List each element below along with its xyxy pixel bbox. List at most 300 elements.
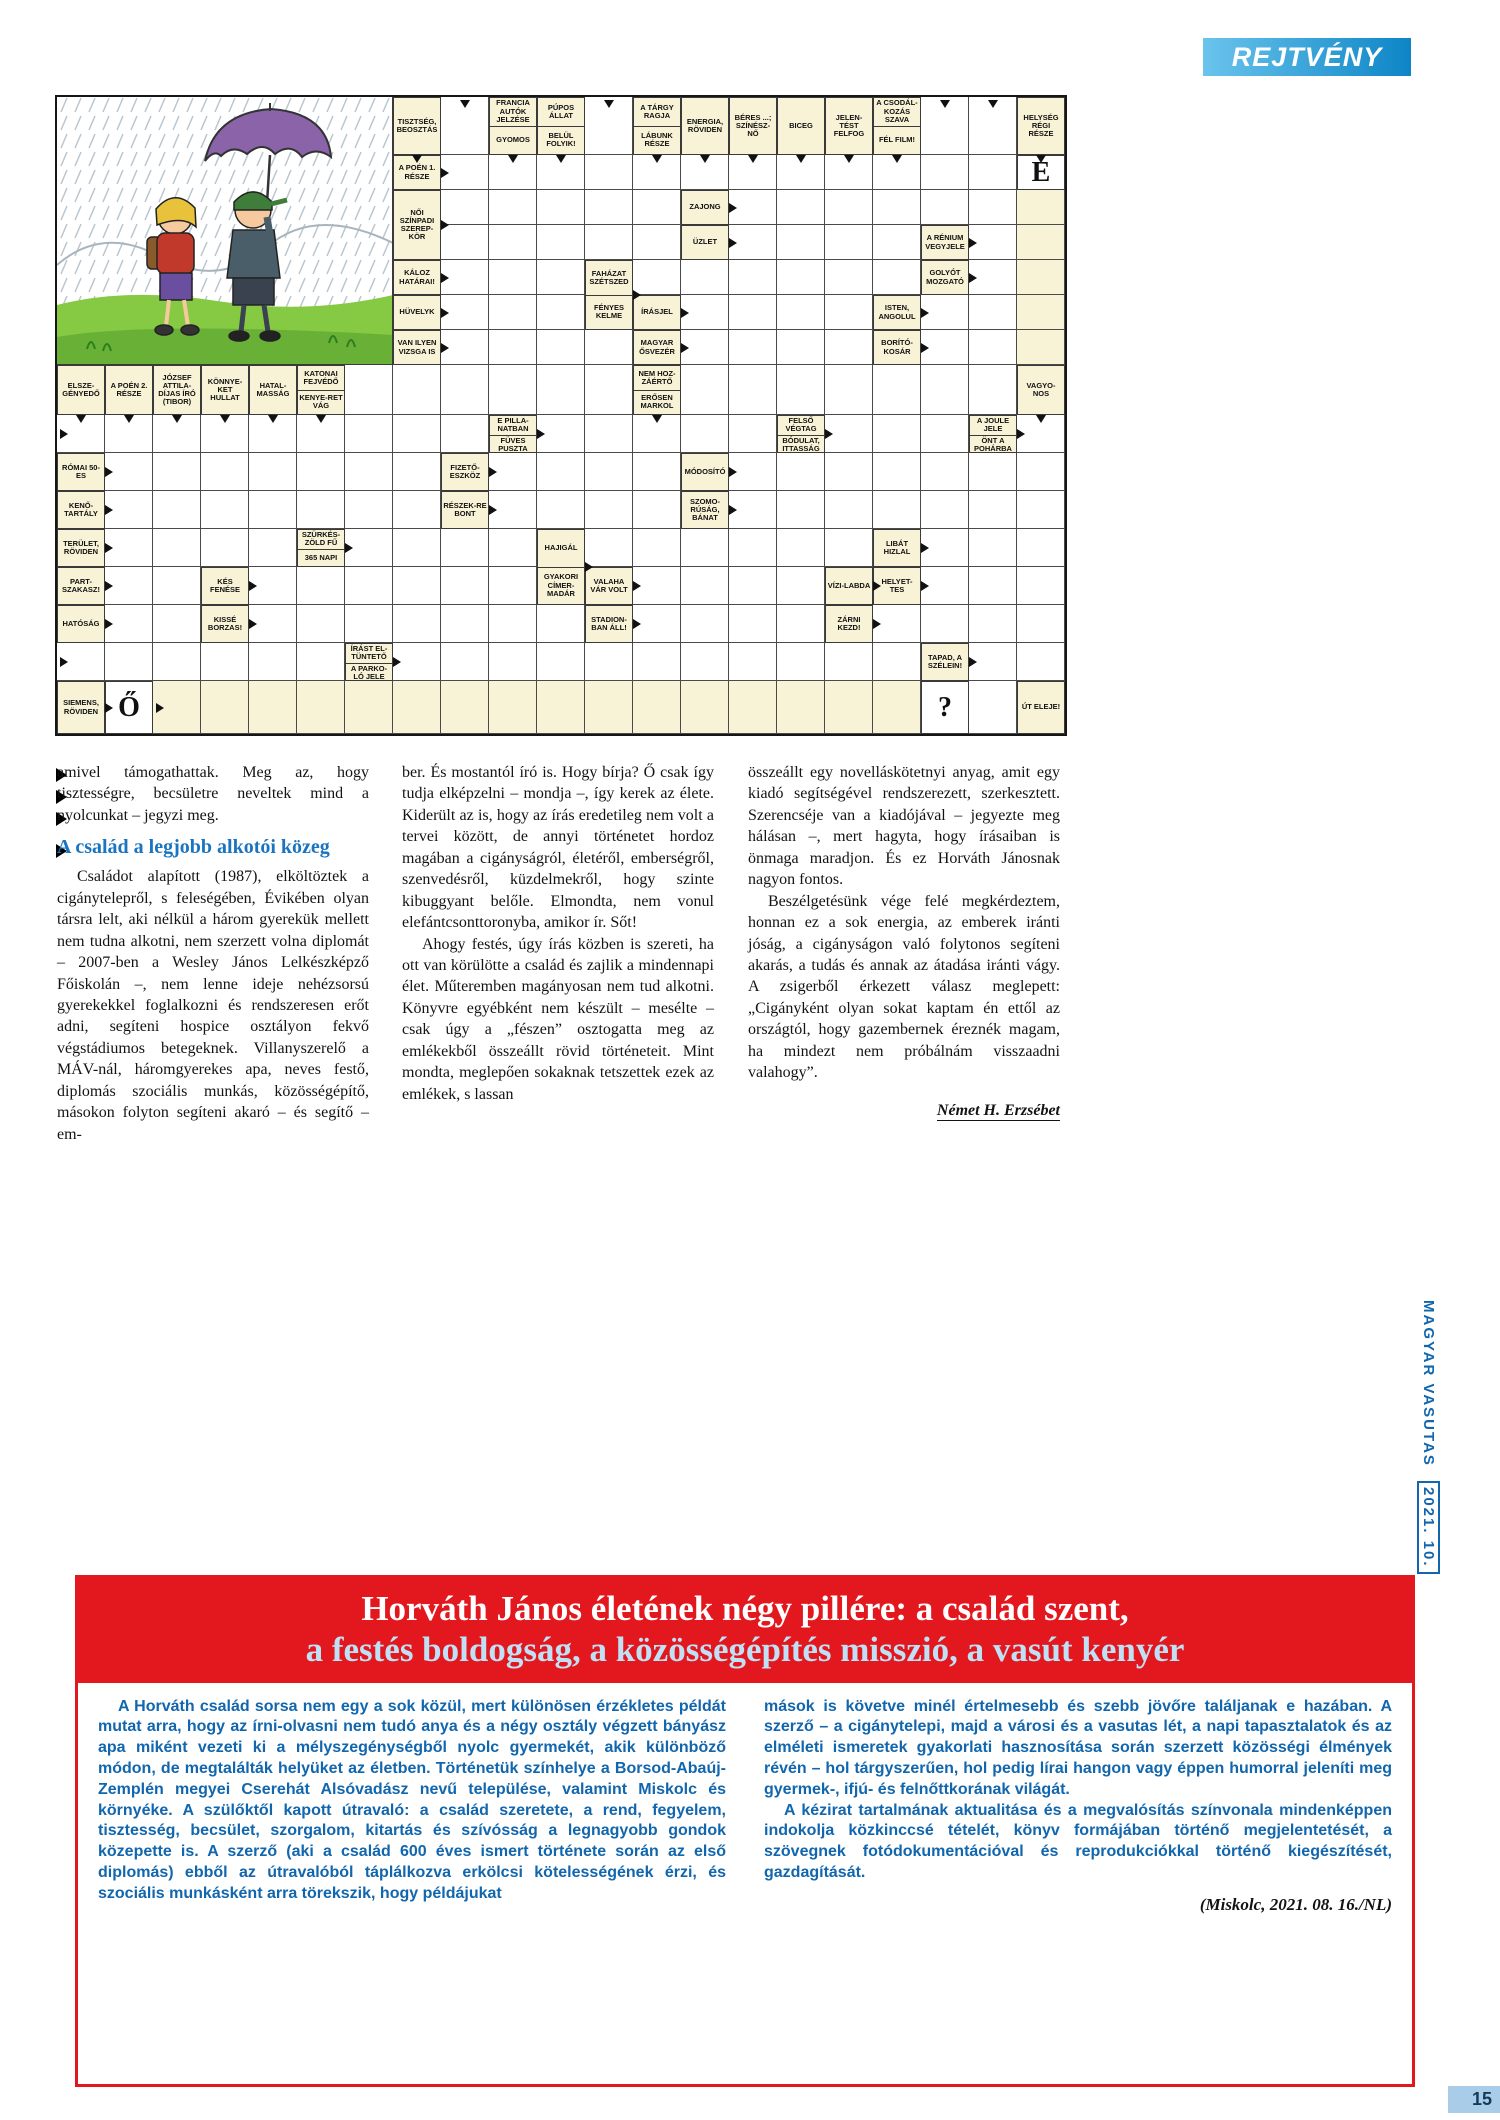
article-paragraph: Ahogy festés, úgy írás közben is szereti, ha ott van körülötte a család és zajlik a mindennapi élet. Műteremben magányosan nem tud alkotni. Könyvre egyébként nem készült – mesélte – csak úgy a „fészen” osztogatta meg az emlékekből összeállt rövid történeteit. Mint mondta, meglepően sokaknak tetszettek ezek az emlékek, s lassan: [402, 935, 714, 1103]
crossword-cell[interactable]: [585, 365, 633, 415]
crossword-clue-cell: [633, 295, 681, 330]
review-paragraph: mások is követve minél értelmesebb és szebb jövőre találjanak e hazában. A szerző – a cigánytelepi, majd a városi és a vasutas lét, a napi tapasztalatok és az elméleti ismeretek gyakorlati hasznosítása során szerzett közösségi élmények révén – hol tárgyszerűen, hol pedig lírai hangon vagy éppen humorral jeleníti meg gyermek-, ifjú- és felnőttkorának világát.: [764, 1697, 1392, 1798]
crossword-cell[interactable]: [969, 681, 1017, 734]
arrow-icon: [556, 155, 566, 163]
crossword-clue-cell: [393, 190, 441, 260]
crossword-cell[interactable]: [201, 491, 249, 529]
crossword-cell[interactable]: [441, 681, 489, 734]
crossword-cell[interactable]: [873, 190, 921, 225]
arrow-icon: [921, 581, 929, 591]
review-dateline: (Miskolc, 2021. 08. 16./NL): [1199, 1894, 1392, 1914]
arrow-icon: [700, 155, 710, 163]
review-paragraph: A Horváth család sorsa nem egy a sok közül, mert különösen érzékletes példát mutat arra, hogy az írni-olvasni nem tudó anya és a négy osztály végzett bányász apa miként vezeti ki a mélyszegénységből nyolc gyermekét, akik különböző módon, de megtalálták helyüket az életben. Történetük színhelye a Borsod-Abaúj-Zemplén megyei Cserehát Alsóvadász nevű települése, valamint Miskolc és környéke. A szülőktől kapott útravaló: a család szeretete, a rend, fegyelem, tisztesség, becsület, szorgalom, kitartás és szívósság a legnagyobb gondok közepette is. A szerző (aki a család 600 éves ismert története során az első diplomás) ebből az útravalóból táplálkozva erkölcsi kötelességének érzi, és szociális munkásként arra törekszik, hogy példájukat: [98, 1697, 726, 1902]
crossword-cell[interactable]: [1017, 295, 1065, 330]
crossword-cell[interactable]: [297, 605, 345, 643]
article-column-1: [57, 762, 369, 1145]
crossword-clue-cell: [585, 567, 633, 605]
crossword-clue-text: FELSŐ VÉGTAG: [785, 416, 817, 434]
crossword-cell[interactable]: [633, 529, 681, 567]
crossword-cell[interactable]: [873, 643, 921, 681]
arrow-icon: [604, 100, 614, 108]
crossword-clue-text: FIZETŐ-ESZKÖZ: [449, 462, 481, 480]
crossword-clue-cell: [633, 365, 681, 415]
crossword-cell[interactable]: [1017, 330, 1065, 365]
crossword-clue-text: JÓZSEF ATTILA-DÍJAS ÍRÓ (TIBOR): [158, 372, 196, 407]
crossword-cell[interactable]: [393, 567, 441, 605]
arrow-icon: [892, 155, 902, 163]
crossword-cell[interactable]: [537, 643, 585, 681]
crossword-clue-text: FAHÁZAT SZÉTSZED: [589, 268, 629, 286]
crossword-clue-cell: [681, 97, 729, 155]
crossword-cell[interactable]: [777, 190, 825, 225]
crossword-cell[interactable]: [729, 529, 777, 567]
crossword-cell[interactable]: [441, 643, 489, 681]
crossword-cell[interactable]: [777, 330, 825, 365]
arrow-icon: [441, 308, 449, 318]
crossword-clue-cell: [921, 260, 969, 295]
crossword-cell[interactable]: [825, 190, 873, 225]
section-tab: [1203, 38, 1411, 76]
crossword-cell[interactable]: [825, 491, 873, 529]
crossword-cell[interactable]: [969, 567, 1017, 605]
crossword-clue-text: NŐI SZÍNPADI SZEREP-KÖR: [399, 207, 435, 242]
crossword-cell[interactable]: [153, 453, 201, 491]
crossword-cell[interactable]: [537, 491, 585, 529]
spine-title: MAGYAR VASUTAS: [1420, 1300, 1437, 1467]
banner-line-1: Horváth János életének négy pillére: a család szent,: [361, 1589, 1129, 1628]
crossword-cell[interactable]: [873, 365, 921, 415]
crossword-cell[interactable]: [1017, 529, 1065, 567]
crossword-clue-text: KENŐ-TARTÁLY: [64, 500, 98, 518]
review-columns: [78, 1683, 1412, 1916]
arrow-icon: [748, 155, 758, 163]
crossword-cell[interactable]: [105, 643, 153, 681]
crossword-cell[interactable]: [1017, 491, 1065, 529]
crossword-clue-text: ZÁRNI KEZD!: [837, 614, 861, 632]
crossword-clue-cell: [681, 190, 729, 225]
crossword-cell[interactable]: [729, 330, 777, 365]
crossword-clue-text: ÍRÁST EL-TÜNTETŐ: [350, 644, 388, 662]
crossword-cell[interactable]: [825, 681, 873, 734]
crossword-cell[interactable]: [153, 643, 201, 681]
crossword-cell[interactable]: [1017, 260, 1065, 295]
crossword-cell[interactable]: [729, 681, 777, 734]
crossword-clue-text: FÉNYES KELME: [586, 295, 632, 330]
crossword-cell[interactable]: [921, 190, 969, 225]
crossword-cell[interactable]: [537, 295, 585, 330]
crossword-cell[interactable]: [633, 643, 681, 681]
crossword-clue-cell: [201, 365, 249, 415]
crossword-cell[interactable]: [297, 643, 345, 681]
crossword-clue-cell: [681, 453, 729, 491]
crossword-cell[interactable]: [825, 529, 873, 567]
crossword-cell[interactable]: [585, 491, 633, 529]
crossword-cell[interactable]: [873, 453, 921, 491]
crossword-clue-cell: [969, 415, 1017, 453]
crossword-clue-text: KÁLOZ HATÁRAI!: [399, 268, 435, 286]
arrow-icon: [105, 581, 113, 591]
crossword-cell[interactable]: [297, 567, 345, 605]
crossword-cell[interactable]: [921, 155, 969, 190]
crossword-cell[interactable]: [681, 643, 729, 681]
crossword-clue-text: ELSZE-GÉNYEDŐ: [62, 380, 100, 398]
review-column-right: [764, 1697, 1392, 1916]
crossword-letter-cell[interactable]: E: [1017, 155, 1065, 190]
crossword-clue-text: MÓDOSÍTÓ: [684, 466, 726, 476]
crossword-cell[interactable]: [393, 529, 441, 567]
crossword-clue-cell: [57, 567, 105, 605]
arrow-icon: [249, 581, 257, 591]
crossword-cell[interactable]: [585, 225, 633, 260]
crossword-cell[interactable]: [537, 260, 585, 295]
crossword-letter-cell[interactable]: Ő: [105, 681, 153, 734]
crossword-cell[interactable]: [777, 453, 825, 491]
crossword-cell[interactable]: [297, 491, 345, 529]
crossword-clue-text: FRANCIA AUTÓK JELZÉSE: [496, 98, 530, 124]
crossword-cell[interactable]: [393, 415, 441, 453]
crossword-cell[interactable]: [969, 491, 1017, 529]
arrow-icon: [921, 543, 929, 553]
crossword-cell[interactable]: [729, 605, 777, 643]
crossword-clue-cell: [633, 330, 681, 365]
crossword-cell[interactable]: [777, 605, 825, 643]
crossword-cell[interactable]: [777, 225, 825, 260]
crossword-cell[interactable]: [777, 681, 825, 734]
crossword-letter-cell[interactable]: ?: [921, 681, 969, 734]
crossword-cell[interactable]: [777, 643, 825, 681]
crossword-cell[interactable]: [1017, 190, 1065, 225]
crossword-cell[interactable]: [249, 529, 297, 567]
arrow-icon: [921, 308, 929, 318]
crossword-cell[interactable]: [825, 330, 873, 365]
crossword-clue-cell: [1017, 365, 1065, 415]
crossword-cell[interactable]: [537, 330, 585, 365]
crossword-cell[interactable]: [1017, 605, 1065, 643]
arrow-icon: [969, 238, 977, 248]
crossword-cell[interactable]: [537, 681, 585, 734]
crossword-cell[interactable]: [441, 605, 489, 643]
crossword-cell[interactable]: [249, 643, 297, 681]
crossword-cell[interactable]: [777, 260, 825, 295]
crossword-clue-cell: [57, 681, 105, 734]
crossword-cell[interactable]: [681, 605, 729, 643]
crossword-cell[interactable]: [633, 225, 681, 260]
arrow-icon: [105, 703, 113, 713]
arrow-icon: [825, 429, 833, 439]
crossword-cell[interactable]: [681, 365, 729, 415]
crossword-cell[interactable]: [441, 415, 489, 453]
crossword-cell[interactable]: [537, 365, 585, 415]
crossword-cell[interactable]: [441, 529, 489, 567]
crossword-cell[interactable]: [681, 681, 729, 734]
crossword-cell[interactable]: [537, 453, 585, 491]
crossword-clue-text: BÓDULAT, ITTASSÁG: [778, 435, 824, 455]
arrow-icon: [681, 308, 689, 318]
crossword-cell[interactable]: [249, 453, 297, 491]
crossword-cell[interactable]: [393, 365, 441, 415]
crossword-cell[interactable]: [969, 190, 1017, 225]
arrow-icon: [105, 467, 113, 477]
crossword-cell[interactable]: [201, 529, 249, 567]
review-banner: [78, 1578, 1412, 1683]
arrow-icon: [249, 619, 257, 629]
crossword-cell[interactable]: [969, 529, 1017, 567]
crossword-cell[interactable]: [201, 643, 249, 681]
crossword-cell[interactable]: [921, 605, 969, 643]
crossword-clue-text: VÍZI-LABDA: [827, 580, 871, 590]
crossword-clue-text: FÜVES PUSZTA: [490, 435, 536, 455]
article-paragraph: ber. És mostantól író is. Hogy bírja? Ő csak így tudja elképzelni – mondja –, így kerek az élete. Kiderült az is, hogy az írás eredetileg nem volt a tervei között, de annyi történetet hordoz magában a cigányságról, életéről, emberségről, szenvedésről, küzdelmekről, hogy szinte kibuggyant belőle. Elmondta, nem vonul elefántcsonttoronyba, amikor ír. Sőt!: [402, 764, 714, 932]
crossword-cell[interactable]: [633, 491, 681, 529]
crossword-cell[interactable]: [297, 681, 345, 734]
crossword-cell[interactable]: [729, 260, 777, 295]
crossword-cell[interactable]: [873, 415, 921, 453]
crossword-cell[interactable]: [969, 605, 1017, 643]
crossword-cell[interactable]: [441, 225, 489, 260]
crossword-cell[interactable]: [489, 365, 537, 415]
crossword-clue-text: RÓMAI 50-ES: [62, 462, 100, 480]
crossword-cell[interactable]: [297, 453, 345, 491]
crossword-clue-text: HELYSÉG RÉGI RÉSZE: [1023, 112, 1059, 139]
crossword-cell[interactable]: [537, 190, 585, 225]
arrow-icon: [729, 505, 737, 515]
crossword-cell[interactable]: [969, 330, 1017, 365]
crossword-cell[interactable]: [777, 529, 825, 567]
crossword-cell[interactable]: [1017, 225, 1065, 260]
crossword-cell[interactable]: [1017, 643, 1065, 681]
crossword-cell[interactable]: [489, 643, 537, 681]
arrow-icon: [1017, 429, 1025, 439]
crossword-cell[interactable]: [537, 605, 585, 643]
crossword-clue-cell: [1017, 681, 1065, 734]
crossword-clue-text: GYOMOS: [490, 126, 536, 155]
crossword-cell[interactable]: [201, 681, 249, 734]
crossword-clue-cell: [393, 97, 441, 155]
crossword-clue-cell: [873, 529, 921, 567]
arrow-icon: [796, 155, 806, 163]
crossword-clue-text: KÉS FENÉSE: [209, 576, 240, 594]
arrow-icon: [1036, 155, 1046, 163]
crossword-cell[interactable]: [729, 643, 777, 681]
crossword-cell[interactable]: [585, 330, 633, 365]
arrow-icon: [652, 415, 662, 423]
crossword-clue-text: 365 NAPI: [298, 549, 344, 567]
arrow-icon: [652, 155, 662, 163]
crossword-cell[interactable]: [345, 365, 393, 415]
crossword-cell[interactable]: [825, 260, 873, 295]
crossword-cell[interactable]: [729, 415, 777, 453]
arrow-icon: [172, 415, 182, 423]
arrow-icon: [537, 429, 545, 439]
crossword-cell[interactable]: [441, 365, 489, 415]
crossword-cell[interactable]: [681, 529, 729, 567]
crossword-cell[interactable]: [969, 295, 1017, 330]
article-column-2: [402, 762, 714, 1105]
crossword-cell[interactable]: [969, 365, 1017, 415]
crossword-clue-cell: [57, 491, 105, 529]
crossword-cell[interactable]: [153, 567, 201, 605]
crossword-cell[interactable]: [873, 225, 921, 260]
crossword-cell[interactable]: [345, 415, 393, 453]
arrow-icon: [921, 343, 929, 353]
crossword-clue-cell: [729, 97, 777, 155]
arrow-icon: [729, 238, 737, 248]
crossword-cell[interactable]: [777, 491, 825, 529]
crossword-cell[interactable]: [345, 491, 393, 529]
crossword-cell[interactable]: [729, 567, 777, 605]
crossword-cell[interactable]: [345, 605, 393, 643]
crossword-clue-text: STADION-BAN ÁLL!: [591, 614, 627, 632]
crossword-clue-cell: [873, 330, 921, 365]
crossword-clue-cell: [201, 567, 249, 605]
crossword-cell[interactable]: [1017, 567, 1065, 605]
crossword-cell[interactable]: [969, 453, 1017, 491]
crossword-cell[interactable]: [585, 681, 633, 734]
article-paragraph: Beszélgetésünk vége felé megkérdeztem, honnan ez a sok energia, az emberek iránti jóság, a cigányságon való folytonos segíteni akarás, a tudás és annak az átadása iránti vágy. A zsigerből érkezett válasz meglepett: „Cigányként olyan sokat kaptam én ettől az országtól, hogy gazembernek éreznék magam, ha mindezt nem próbálnám visszaadni valahogy”.: [748, 892, 1060, 1082]
crossword-cell[interactable]: [201, 453, 249, 491]
arrow-icon: [940, 100, 950, 108]
crossword-clue-text: HELYET-TES: [881, 576, 913, 594]
crossword-cell[interactable]: [1017, 453, 1065, 491]
crossword-cell[interactable]: [873, 681, 921, 734]
arrow-icon: [988, 100, 998, 108]
arrow-icon: [105, 543, 113, 553]
arrow-icon: [105, 505, 113, 515]
spine-issue: 2021. 10.: [1417, 1481, 1440, 1574]
crossword-clue-text: E PILLA-NATBAN: [497, 416, 529, 434]
crossword-cell[interactable]: [489, 225, 537, 260]
crossword-cell[interactable]: [537, 225, 585, 260]
crossword-cell[interactable]: [777, 295, 825, 330]
crossword-cell[interactable]: [921, 415, 969, 453]
crossword-cell[interactable]: [585, 453, 633, 491]
crossword-cell[interactable]: [585, 190, 633, 225]
crossword-cell[interactable]: [777, 567, 825, 605]
crossword-cell[interactable]: [825, 643, 873, 681]
crossword-clue-text: VAGYO-NOS: [1026, 380, 1056, 398]
crossword-cell[interactable]: [969, 155, 1017, 190]
crossword-clue-cell: [57, 529, 105, 567]
crossword-cell[interactable]: [489, 295, 537, 330]
crossword-cell[interactable]: [345, 681, 393, 734]
crossword-clue-text: KÖNNYE-KET HULLAT: [207, 376, 243, 403]
crossword-cell[interactable]: [393, 681, 441, 734]
crossword-clue-text: TAPAD, A SZÉLEIN!: [927, 652, 963, 670]
crossword-cell[interactable]: [345, 453, 393, 491]
crossword-clue-text: A POÉN 2. RÉSZE: [110, 380, 148, 398]
crossword-clue-text: BICEG: [789, 120, 813, 130]
crossword-cell[interactable]: [489, 681, 537, 734]
crossword-cell[interactable]: [777, 365, 825, 415]
crossword-cell[interactable]: [153, 605, 201, 643]
magazine-spine: [1420, 1300, 1437, 1574]
crossword-clue-text: HATAL-MASSÁG: [256, 380, 290, 398]
crossword-clue-cell: [777, 97, 825, 155]
arrow-icon: [60, 429, 68, 439]
crossword-cell[interactable]: [825, 295, 873, 330]
crossword-clue-text: ISTEN, ANGOLUL: [878, 303, 916, 321]
crossword-cell[interactable]: [873, 491, 921, 529]
crossword-cell[interactable]: [489, 330, 537, 365]
crossword-clue-text: JELEN-TÉST FELFOG: [833, 112, 865, 139]
review-paragraph: A kézirat tartalmának aktualitása és a megvalósítás színvonala mindenképpen indokolja közkinccsé tételét, könyv formájában történő megjelentetését, a szövegnek fotódokumentációval és reprodukciókkal történő kiegészítését, gazdagítását.: [764, 1801, 1392, 1881]
crossword-cell[interactable]: [393, 453, 441, 491]
crossword-cell[interactable]: [681, 567, 729, 605]
crossword-cell[interactable]: [825, 225, 873, 260]
arrow-icon: [60, 657, 68, 667]
crossword-clue-cell: [441, 491, 489, 529]
crossword-clue-text: ÚT ELEJE!: [1021, 702, 1061, 712]
crossword-cell[interactable]: [489, 190, 537, 225]
crossword-clue-cell: [873, 295, 921, 330]
crossword-clue-text: BELÜL FOLYIK!: [538, 126, 584, 155]
crossword-clue-text: ENERGIA, RÖVIDEN: [686, 116, 724, 134]
crossword-cell[interactable]: [681, 415, 729, 453]
crossword-clue-cell: [201, 605, 249, 643]
crossword-clue-text: A TÁRGY RAGJA: [640, 102, 674, 120]
crossword-cell[interactable]: [873, 260, 921, 295]
review-column-left: [98, 1697, 726, 1916]
crossword-cell[interactable]: [489, 260, 537, 295]
crossword-clue-cell: [777, 415, 825, 453]
crossword-cell[interactable]: [921, 491, 969, 529]
crossword-cell[interactable]: [729, 365, 777, 415]
arrow-icon: [489, 467, 497, 477]
crossword-cell[interactable]: [489, 605, 537, 643]
crossword-cell[interactable]: [825, 365, 873, 415]
arrow-icon: [633, 290, 641, 300]
crossword-clue-cell: [489, 97, 537, 155]
crossword-clue-text: ERŐSEN MARKOL: [634, 390, 680, 415]
crossword-cell[interactable]: [393, 605, 441, 643]
crossword-clue-text: HATÓSÁG: [62, 618, 100, 628]
crossword-cell[interactable]: [921, 453, 969, 491]
crossword-cell[interactable]: [393, 491, 441, 529]
crossword-clue-cell: [489, 415, 537, 453]
arrow-icon: [412, 155, 422, 163]
crossword-cell[interactable]: [153, 529, 201, 567]
arrow-icon: [268, 415, 278, 423]
crossword-cell[interactable]: [249, 491, 297, 529]
arrow-icon: [393, 657, 401, 667]
crossword-clue-cell: [921, 643, 969, 681]
crossword-cell[interactable]: [153, 491, 201, 529]
crossword-cell[interactable]: [585, 415, 633, 453]
article-paragraph: Családot alapított (1987), elköltöztek a cigánytelepről, s feleségében, Évikében olyan társra lelt, aki nélkül a három gyerekük mellett nem tudna alkotni, nem szerzett volna diplomát – 2007-ben a Wesley János Lelkészképző Főiskolán –, nem lenne ideje nehézsorsú gyerekekkel foglalkozni és rendszeresen erőt adni, segíteni hospice osztályon fekvő végstádiumos betegeknek. Villanyszerelő a MÁV-nál, háromgyerekes apa, neves festő, diplomás szociális munkás, közösségépítő, másokon folyton segíteni akaró – és segítő – em-: [57, 868, 369, 1143]
crossword-cell[interactable]: [585, 155, 633, 190]
crossword-cell[interactable]: [441, 567, 489, 605]
crossword-clue-text: TISZTSÉG, BEOSZTÁS: [396, 116, 438, 134]
crossword-cell[interactable]: [489, 529, 537, 567]
crossword-cell[interactable]: [681, 260, 729, 295]
crossword-clue-text: LIBÁT HIZLAL: [883, 538, 911, 556]
article-intro: amivel támogathattak. Meg az, hogy tisztességre, becsületre neveltek mind a nyolcunkat – jegyzi meg.: [57, 764, 369, 824]
crossword-cell[interactable]: [729, 295, 777, 330]
crossword-cell[interactable]: [585, 643, 633, 681]
crossword-clue-text: TERÜLET, RÖVIDEN: [63, 538, 99, 556]
crossword-cell[interactable]: [489, 567, 537, 605]
crossword-clue-text: A PARKO-LÓ JELE: [346, 663, 392, 683]
crossword-cell[interactable]: [249, 681, 297, 734]
crossword-cell[interactable]: [825, 453, 873, 491]
crossword-clue-text: GOLYÓT MOZGATÓ: [926, 268, 964, 286]
crossword-cell[interactable]: [633, 681, 681, 734]
crossword-clue-text: KENYE-RET VÁG: [298, 390, 344, 415]
crossword-cell[interactable]: [921, 365, 969, 415]
crossword-cell[interactable]: [345, 567, 393, 605]
crossword-cell[interactable]: [633, 453, 681, 491]
crossword-cell[interactable]: [633, 190, 681, 225]
